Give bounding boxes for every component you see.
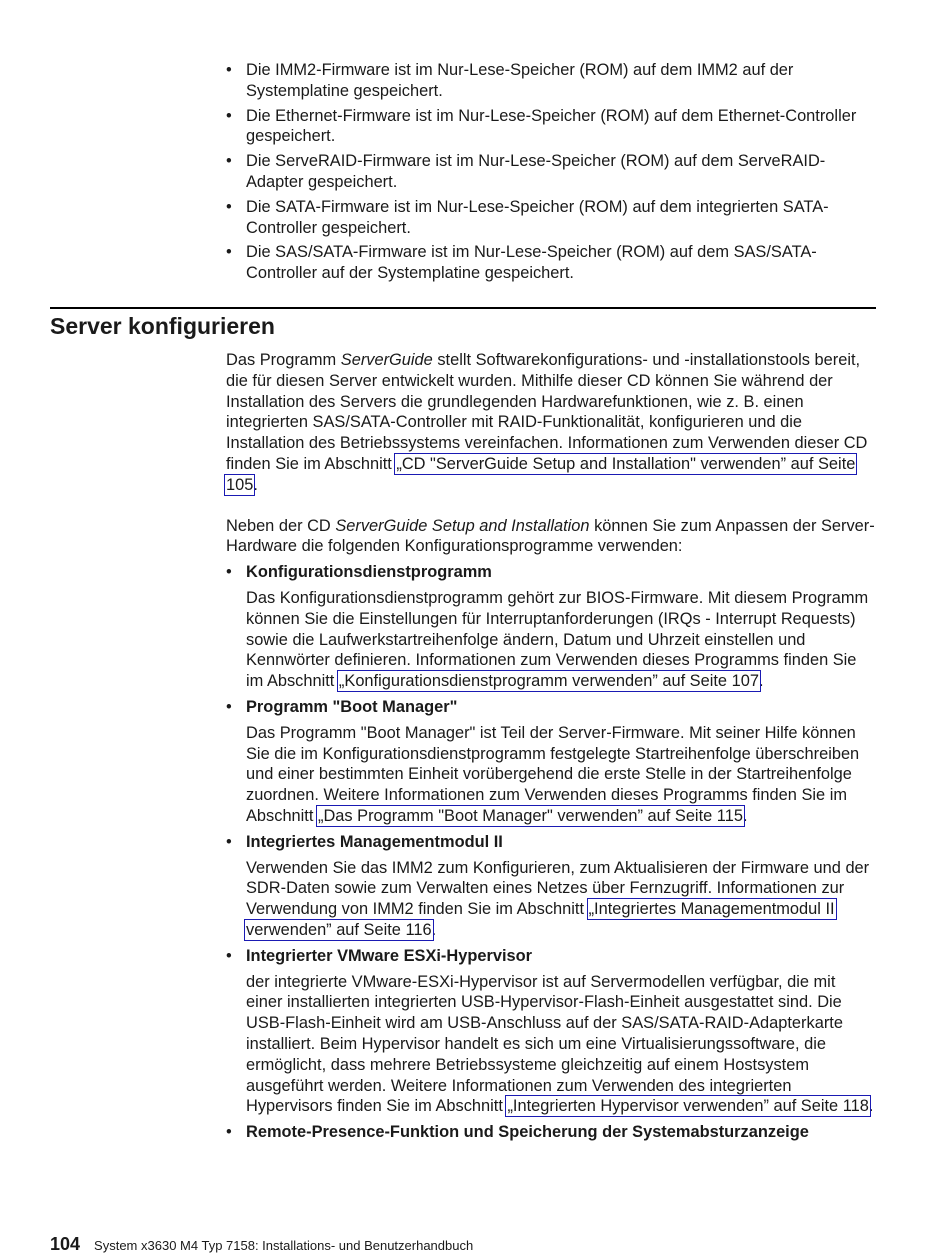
intro-paragraph: Das Programm ServerGuide stellt Softwarekonfigurations- und -installationstools bereit, die für diesen Server entwickelt wurden. Mithilfe dieser CD können Sie während der Installation des Servers die grundlegenden Hardwarefunktionen, wie z. B. einen integrierten SAS/SATA-Controller mit RAID-Funktionalität, konfigurieren und die Installation des Betriebssystems vereinfachen. Informationen zum Verwenden dieser CD finden Sie im Abschnitt „CD "ServerGuide Setup and Installation" verwenden” auf Seite 105. bbox=[226, 351, 868, 494]
hypervisor-link[interactable]: „Integrierten Hypervisor verwenden” auf Seite 118 bbox=[507, 1097, 869, 1116]
product-name: ServerGuide Setup and Installation bbox=[335, 516, 590, 535]
list-item: • Die ServeRAID-Firmware ist im Nur-Lese-Speicher (ROM) auf dem ServeRAID-Adapter gespeichert. bbox=[226, 151, 878, 193]
serverguide-link[interactable]: „CD "ServerGuide Setup and Installation" verwenden” auf Seite 105 bbox=[226, 454, 856, 494]
list-item: • Die SATA-Firmware ist im Nur-Lese-Speicher (ROM) auf dem integrierten SATA-Controller gespeichert. bbox=[226, 197, 878, 239]
product-name: ServerGuide bbox=[340, 351, 433, 369]
item-title: • Integriertes Managementmodul II bbox=[246, 832, 503, 851]
page-footer bbox=[50, 1234, 473, 1256]
page-number: 104 bbox=[50, 1234, 81, 1254]
programs-intro-paragraph: Neben der CD ServerGuide Setup and Installation können Sie zum Anpassen der Server-Hardware die folgenden Konfigurationsprogramme verwenden: bbox=[226, 516, 875, 556]
list-item bbox=[226, 832, 876, 941]
boot-manager-link[interactable]: „Das Programm "Boot Manager" verwenden” auf Seite 115 bbox=[317, 806, 743, 825]
item-description: der integrierte VMware-ESXi-Hypervisor ist auf Servermodellen verfügbar, die mit einer installierten integrierten USB-Hypervisor-Flash-Einheit ausgestattet sind. Die USB-Flash-Einheit wird am USB-Anschluss auf der SAS/SATA-RAID-Adapterkarte installiert. Beim Hypervisor handelt es sich um eine Virtualisierungssoftware, die ermöglicht, dass mehrere Betriebssysteme gleichzeitig auf einem Hostsystem ausgeführt werden. Weitere Informationen zum Verwenden des integrierten Hypervisors finden Sie im Abschnitt „Integrierten Hypervisor verwenden” auf Seite 118. bbox=[246, 972, 874, 1116]
section-title: Server konfigurieren bbox=[50, 313, 275, 339]
section-divider bbox=[50, 307, 876, 309]
item-title: • Remote-Presence-Funktion und Speicherung der Systemabsturzanzeige bbox=[246, 1123, 809, 1142]
list-item bbox=[226, 946, 876, 1117]
list-item bbox=[226, 562, 876, 692]
item-description: Das Programm "Boot Manager" ist Teil der Server-Firmware. Mit seiner Hilfe können Sie die im Konfigurationsdienstprogramm festgelegte Startreihenfolge überschreiben und einer bestimmten Einheit vorübergehend die erste Stelle in der Startreihenfolge zuordnen. Weitere Informationen zum Verwenden dieses Programms finden Sie im Abschnitt „Das Programm "Boot Manager" verwenden” auf Seite 115. bbox=[246, 723, 860, 825]
list-item: • Die Ethernet-Firmware ist im Nur-Lese-Speicher (ROM) auf dem Ethernet-Controller gespeichert. bbox=[226, 106, 878, 148]
list-item: • Die SAS/SATA-Firmware ist im Nur-Lese-Speicher (ROM) auf dem SAS/SATA-Controller auf der Systemplatine gespeichert. bbox=[226, 242, 878, 284]
list-item bbox=[226, 1122, 876, 1143]
item-description: Das Konfigurationsdienstprogramm gehört zur BIOS-Firmware. Mit diesem Programm können Sie die Einstellungen für Interruptanforderungen (IRQs - Interrupt Requests) sowie die Laufwerkstartreihenfolge ändern, Datum und Uhrzeit einstellen und Kennwörter definieren. Informationen zum Verwenden dieses Programms finden Sie im Abschnitt „Konfigurationsdienstprogramm verwenden” auf Seite 107. bbox=[246, 588, 869, 691]
setup-utility-link[interactable]: „Konfigurationsdienstprogramm verwenden” auf Seite 107 bbox=[338, 672, 759, 691]
item-title: • Programm "Boot Manager" bbox=[246, 697, 458, 716]
section-body bbox=[226, 350, 876, 1148]
config-programs-list bbox=[226, 562, 876, 1143]
item-title: • Integrierter VMware ESXi-Hypervisor bbox=[246, 946, 533, 965]
item-description: Verwenden Sie das IMM2 zum Konfigurieren, zum Aktualisieren der Firmware und der SDR-Daten sowie zum Verwalten eines Netzes über Fernzugriff. Informationen zur Verwendung von IMM2 finden Sie im Abschnitt „Integriertes Managementmodul II verwenden” auf Seite 116. bbox=[246, 858, 870, 939]
list-item bbox=[226, 697, 876, 827]
footer-title: System x3630 M4 Typ 7158: Installations- und Benutzerhandbuch bbox=[94, 1238, 474, 1253]
list-item: • Die IMM2-Firmware ist im Nur-Lese-Speicher (ROM) auf dem IMM2 auf der Systemplatine gespeichert. bbox=[226, 60, 878, 102]
item-title: • Konfigurationsdienstprogramm bbox=[246, 563, 492, 582]
firmware-list bbox=[226, 60, 878, 288]
imm2-link[interactable]: „Integriertes Managementmodul II verwenden” auf Seite 116 bbox=[246, 900, 835, 939]
